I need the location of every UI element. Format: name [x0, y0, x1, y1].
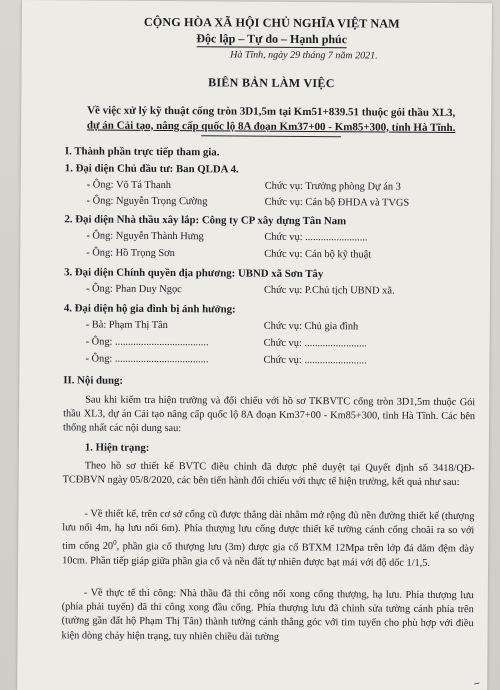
group-4-member-1-role: Chức vụ: Chủ gia đình [263, 320, 359, 333]
group-4-member-3-role: Chức vụ: ........................ [263, 354, 367, 367]
group-4-member-1-name: - Bà: Phạm Thị Tân [85, 319, 168, 332]
group-1-member-2-role: Chức vụ: Cán bộ ĐHDA và TVGS [264, 196, 410, 209]
paragraph-design-description [62, 507, 474, 571]
paragraph-construction-status: - Về thực tế thi công: Nhà thầu đã thi công nối xong cống thượng, hạ lưu. Phía thượng lưu (phía phải tuyến) đã thi công xong đầu cống. Phía thượng lưu đã chỉnh sửa tường cánh phía trên (tường gần đất hộ Phạm Thị Tân) thành tường cánh thẳng góc với tim tuyến cho phù hợp với điều kiện dòng chảy hiện trạng, tuy nhiên chiều dài tường [61, 587, 474, 643]
group-3-heading: 3. Đại diện Chính quyền địa phương: UBND xã Sơn Tây [64, 266, 324, 281]
group-2-member-1-role: Chức vụ: ........................ [264, 231, 368, 244]
group-4-heading: 4. Đại diện hộ gia đình bị ảnh hưởng: [63, 302, 236, 316]
subject-line-1: Về việc xử lý kỹ thuật cống tròn 3D1,5m tại Km51+839.51 thuộc gói thầu XL3, [87, 104, 456, 120]
paragraph-design-documents: Theo hồ sơ thiết kế BVTC điều chỉnh đã được phê duyệt tại Quyết định số 3418/QĐ-TCĐBVN ngày 05/8/2020, các bên tiến hành đối chiếu với thực tế hiện trường, kết quả như sau: [62, 460, 475, 489]
group-3-member-1-role: Chức vụ: P.Chủ tịch UBND xã. [263, 284, 395, 297]
motto-text: Độc lập – Tự do – Hạnh phúc [196, 31, 348, 47]
group-1-member-1-role: Chức vụ: Trưởng phòng Dự án 3 [264, 180, 401, 193]
subsection-1-heading: 1. Hiện trạng: [84, 441, 150, 454]
document-subject [65, 103, 477, 135]
group-1-heading: 1. Đại diện Chủ đầu tư: Ban QLDA 4. [64, 162, 239, 176]
group-4-member-2-role: Chức vụ: ........................ [263, 337, 367, 350]
group-1-member-2-name: - Ông: Nguyễn Trọng Cường [86, 195, 208, 208]
degree-superscript: 0 [113, 539, 117, 548]
group-2-member-2-name: - Ông: Hồ Trọng Sơn [86, 247, 175, 260]
document-title: BIÊN BẢN LÀM VIỆC [208, 75, 335, 91]
document-body [61, 135, 477, 678]
section-2-heading: II. Nội dung: [63, 374, 124, 387]
group-2-heading: 2. Đại diện Nhà thầu xây lắp: Công ty CP xây dựng Tân Nam [64, 213, 347, 228]
group-2-member-1-name: - Ông: Nguyễn Thành Hưng [86, 230, 204, 243]
national-title: CỘNG HÒA XÃ HỘI CHỦ NGHĨA VIỆT NAM [143, 14, 400, 31]
document-content [61, 14, 478, 678]
group-4-member-3-name: - Ông: .................................... [85, 353, 209, 366]
section-2-intro: Sau khi kiểm tra hiện trường và đối chiếu với hồ sơ TKBVTC cống tròn 3D1,5m thuộc Gói thầu XL3, dự án Cải tạo nâng cấp quốc lộ 8A đoạn Km37+00 - Km85+300, tỉnh Hà Tĩnh. Các bên thống nhất các nội dung sau: [62, 394, 476, 435]
design-text-part-2: , phần gia cố thượng lưu (3m) được gia cố BTXM 12Mpa trên lớp đá dăm đệm dày 10cm. Phần tiếp giáp giữa phần gia cố và nền đất tự nhiên được bạt mái với độ dốc 1/1,5. [62, 541, 475, 569]
subject-line-2: dự án Cải tạo, nâng cấp quốc lộ 8A đoạn Km37+00 - Km85+300, tỉnh Hà Tĩnh. [86, 118, 456, 134]
design-text-part-1: - Về thiết kế, trên cơ sở cống cũ được thẳng dài nhằm mở rộng đủ nền đường thiết kế (thượng lưu nối 4m, hạ lưu nối 6m). Phía thượng lưu cống được thiết kế tường cánh cống choãi ra so với tim cống 20 [62, 508, 475, 553]
document-date: Hà Tĩnh, ngày 29 tháng 7 năm 2021. [230, 49, 378, 62]
document-page [17, 0, 492, 690]
group-2-member-2-role: Chức vụ: Cán bộ kỹ thuật [264, 248, 372, 261]
national-motto [66, 30, 478, 48]
group-3-member-1-name: - Ông: Phan Duy Ngọc [85, 283, 182, 296]
handwritten-initial-mark: ~ [472, 678, 483, 690]
section-1-heading: I. Thành phần trực tiếp tham gia. [64, 145, 220, 159]
group-4-member-2-name: - Ông: .................................... [85, 336, 209, 349]
group-1-member-1-name: - Ông: Võ Tá Thanh [86, 179, 172, 192]
